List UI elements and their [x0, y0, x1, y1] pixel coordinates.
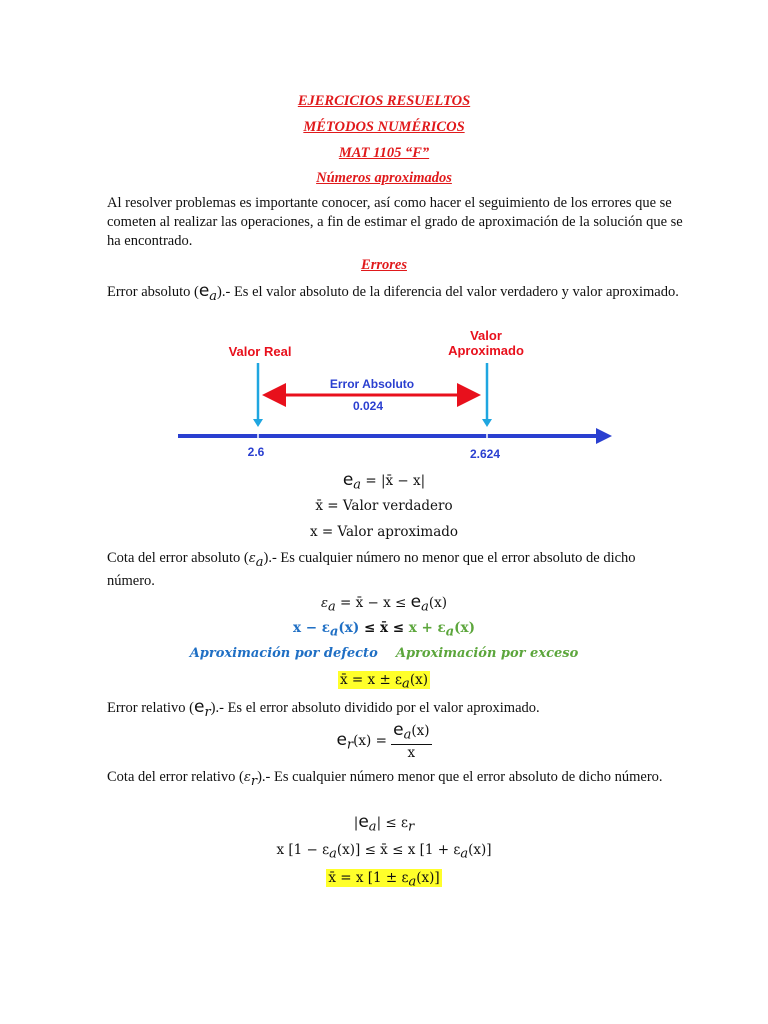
valor-aproximado-label-1: Valor	[470, 328, 502, 343]
cota-1-middle: = x̄ − x ≤	[335, 595, 411, 611]
ea-symbol: e	[358, 812, 369, 832]
approx-marker-arrowhead	[482, 419, 492, 427]
error-absoluto-definition	[107, 282, 685, 306]
epsilon-subscript: a	[402, 676, 410, 692]
formula-cota-relativo-1: $|e_a| \le \varepsilon_r$	[353, 812, 415, 835]
ea-symbol: e	[393, 720, 404, 740]
epsilon-subscript: a	[329, 846, 337, 862]
section-errores: Errores	[361, 257, 407, 273]
error-relativo-label: Error relativo (	[107, 700, 194, 716]
er-lhs: (x) =	[353, 732, 387, 749]
error-absoluto-caption: Error Absoluto	[329, 377, 415, 391]
cota-absoluto-label: Cota del error absoluto (	[107, 550, 249, 566]
intro-paragraph: Al resolver problemas es importante conocer, así como hacer el seguimiento de los errores que se cometen al realizar las operaciones, a fin de estimar el grado de aproximación de la solución que se ha encontrado.	[107, 195, 683, 249]
lower-bound-tail: (x)	[338, 620, 360, 636]
valor-real-label: Valor Real	[228, 344, 292, 359]
cota-relativo-2-middle: (x)] ≤ x̄ ≤ x [1 + ε	[336, 842, 461, 858]
formula-xbar: x̄ = Valor verdadero	[315, 498, 453, 514]
cota-2-middle: ≤ x̄ ≤	[359, 620, 409, 636]
upper-bound-subscript: a	[445, 624, 455, 640]
formula-x: x = Valor aproximado	[309, 524, 459, 540]
er-symbol: e	[193, 697, 205, 717]
epsilon-symbol: ε	[248, 551, 256, 566]
er-fraction	[391, 722, 431, 761]
cota-3-tail: (x)	[409, 672, 428, 688]
cota-relativo-1-expr: | ≤ ε	[376, 815, 408, 831]
title-course: MAT 1105 “F”	[338, 145, 430, 161]
ea-symbol: e	[198, 281, 210, 301]
approximation-labels	[0, 644, 768, 664]
aproximacion-exceso-label: Aproximación por exceso	[395, 646, 579, 661]
cota-relativo-2-left: x [1 − ε	[276, 842, 330, 858]
numerator-tail: (x)	[411, 723, 430, 739]
epsilon-subscript: r	[408, 819, 415, 835]
cota-1-right: (x)	[428, 595, 448, 611]
number-line-arrowhead	[596, 428, 612, 444]
ea-subscript: a	[368, 819, 377, 835]
cota-relativo-label: Cota del error relativo (	[107, 769, 244, 785]
cota-absoluto-definition	[107, 549, 685, 591]
error-relativo-definition	[107, 698, 685, 722]
ea-symbol: e	[342, 470, 354, 490]
epsilon-subscript: a	[255, 554, 264, 570]
formula-cota-relativo-2	[0, 840, 768, 865]
ea-symbol: e	[410, 592, 422, 612]
cota-relativo-desc: ).- Es cualquier número menor que el error absoluto de dicho número.	[257, 769, 663, 785]
ea-subscript: a	[421, 599, 429, 615]
er-subscript: r	[346, 737, 354, 753]
error-relativo-desc: ).- Es el error absoluto dividido por el valor aproximado.	[210, 700, 540, 716]
upper-bound-tail: (x)	[454, 620, 475, 636]
upper-bound-expr: x + ε	[408, 620, 446, 636]
cota-relativo-3-expr: x̄ = x [1 ± ε	[328, 870, 409, 886]
ea-subscript: a	[209, 288, 218, 304]
formula-ea	[0, 470, 768, 496]
cota-absoluto-desc: ).- Es cualquier número no menor que el error absoluto de dicho número.	[107, 550, 636, 589]
aproximacion-defecto-label: Aproximación por defecto	[189, 646, 378, 661]
error-absoluto-label: Error absoluto (	[107, 284, 199, 300]
ea-subscript: a	[403, 727, 412, 743]
epsilon-symbol: ε	[243, 770, 251, 785]
lower-bound-subscript: a	[329, 624, 339, 640]
real-value-label: 2.6	[247, 445, 265, 459]
er-numerator	[391, 722, 431, 745]
cota-3-expr: x̄ = x ± ε	[340, 672, 403, 688]
formula-cota-relativo-3	[0, 868, 768, 893]
cota-relativo-definition	[107, 768, 685, 791]
cota-relativo-2-tail: (x)]	[468, 842, 492, 858]
formula-cota-1	[0, 592, 768, 618]
approx-value-label: 2.624	[469, 447, 501, 461]
highlighted-result	[326, 869, 441, 890]
epsilon-symbol: ε	[320, 596, 328, 611]
error-absoluto-desc: ).- Es el valor absoluto de la diferencia del valor verdadero y valor aproximado.	[217, 284, 679, 300]
ea-definition: = |x̄ − x|	[365, 473, 426, 489]
valor-aproximado-label-2: Aproximado	[448, 343, 524, 358]
epsilon-subscript: a	[460, 846, 469, 862]
highlighted-result	[338, 671, 430, 692]
error-value-label: 0.024	[352, 399, 384, 413]
epsilon-subscript: a	[327, 599, 336, 615]
formula-error-relativo	[0, 722, 768, 761]
er-denominator: x	[407, 744, 416, 761]
title-ejercicios: EJERCICIOS RESUELTOS	[297, 93, 471, 109]
er-symbol: e	[336, 729, 347, 750]
epsilon-subscript: a	[408, 874, 417, 890]
real-marker-arrowhead	[253, 419, 263, 427]
formula-cota-3	[0, 670, 768, 695]
ea-subscript: a	[353, 477, 362, 493]
error-number-line-diagram	[170, 322, 620, 467]
epsilon-subscript: r	[250, 773, 258, 789]
lower-bound-expr: x − ε	[293, 620, 330, 636]
title-numeros: Números aproximados	[316, 170, 452, 186]
formula-cota-2	[0, 618, 768, 643]
cota-relativo-3-tail: (x)]	[416, 870, 440, 886]
title-metodos: MÉTODOS NUMÉRICOS	[303, 119, 465, 135]
er-subscript: r	[204, 704, 211, 720]
